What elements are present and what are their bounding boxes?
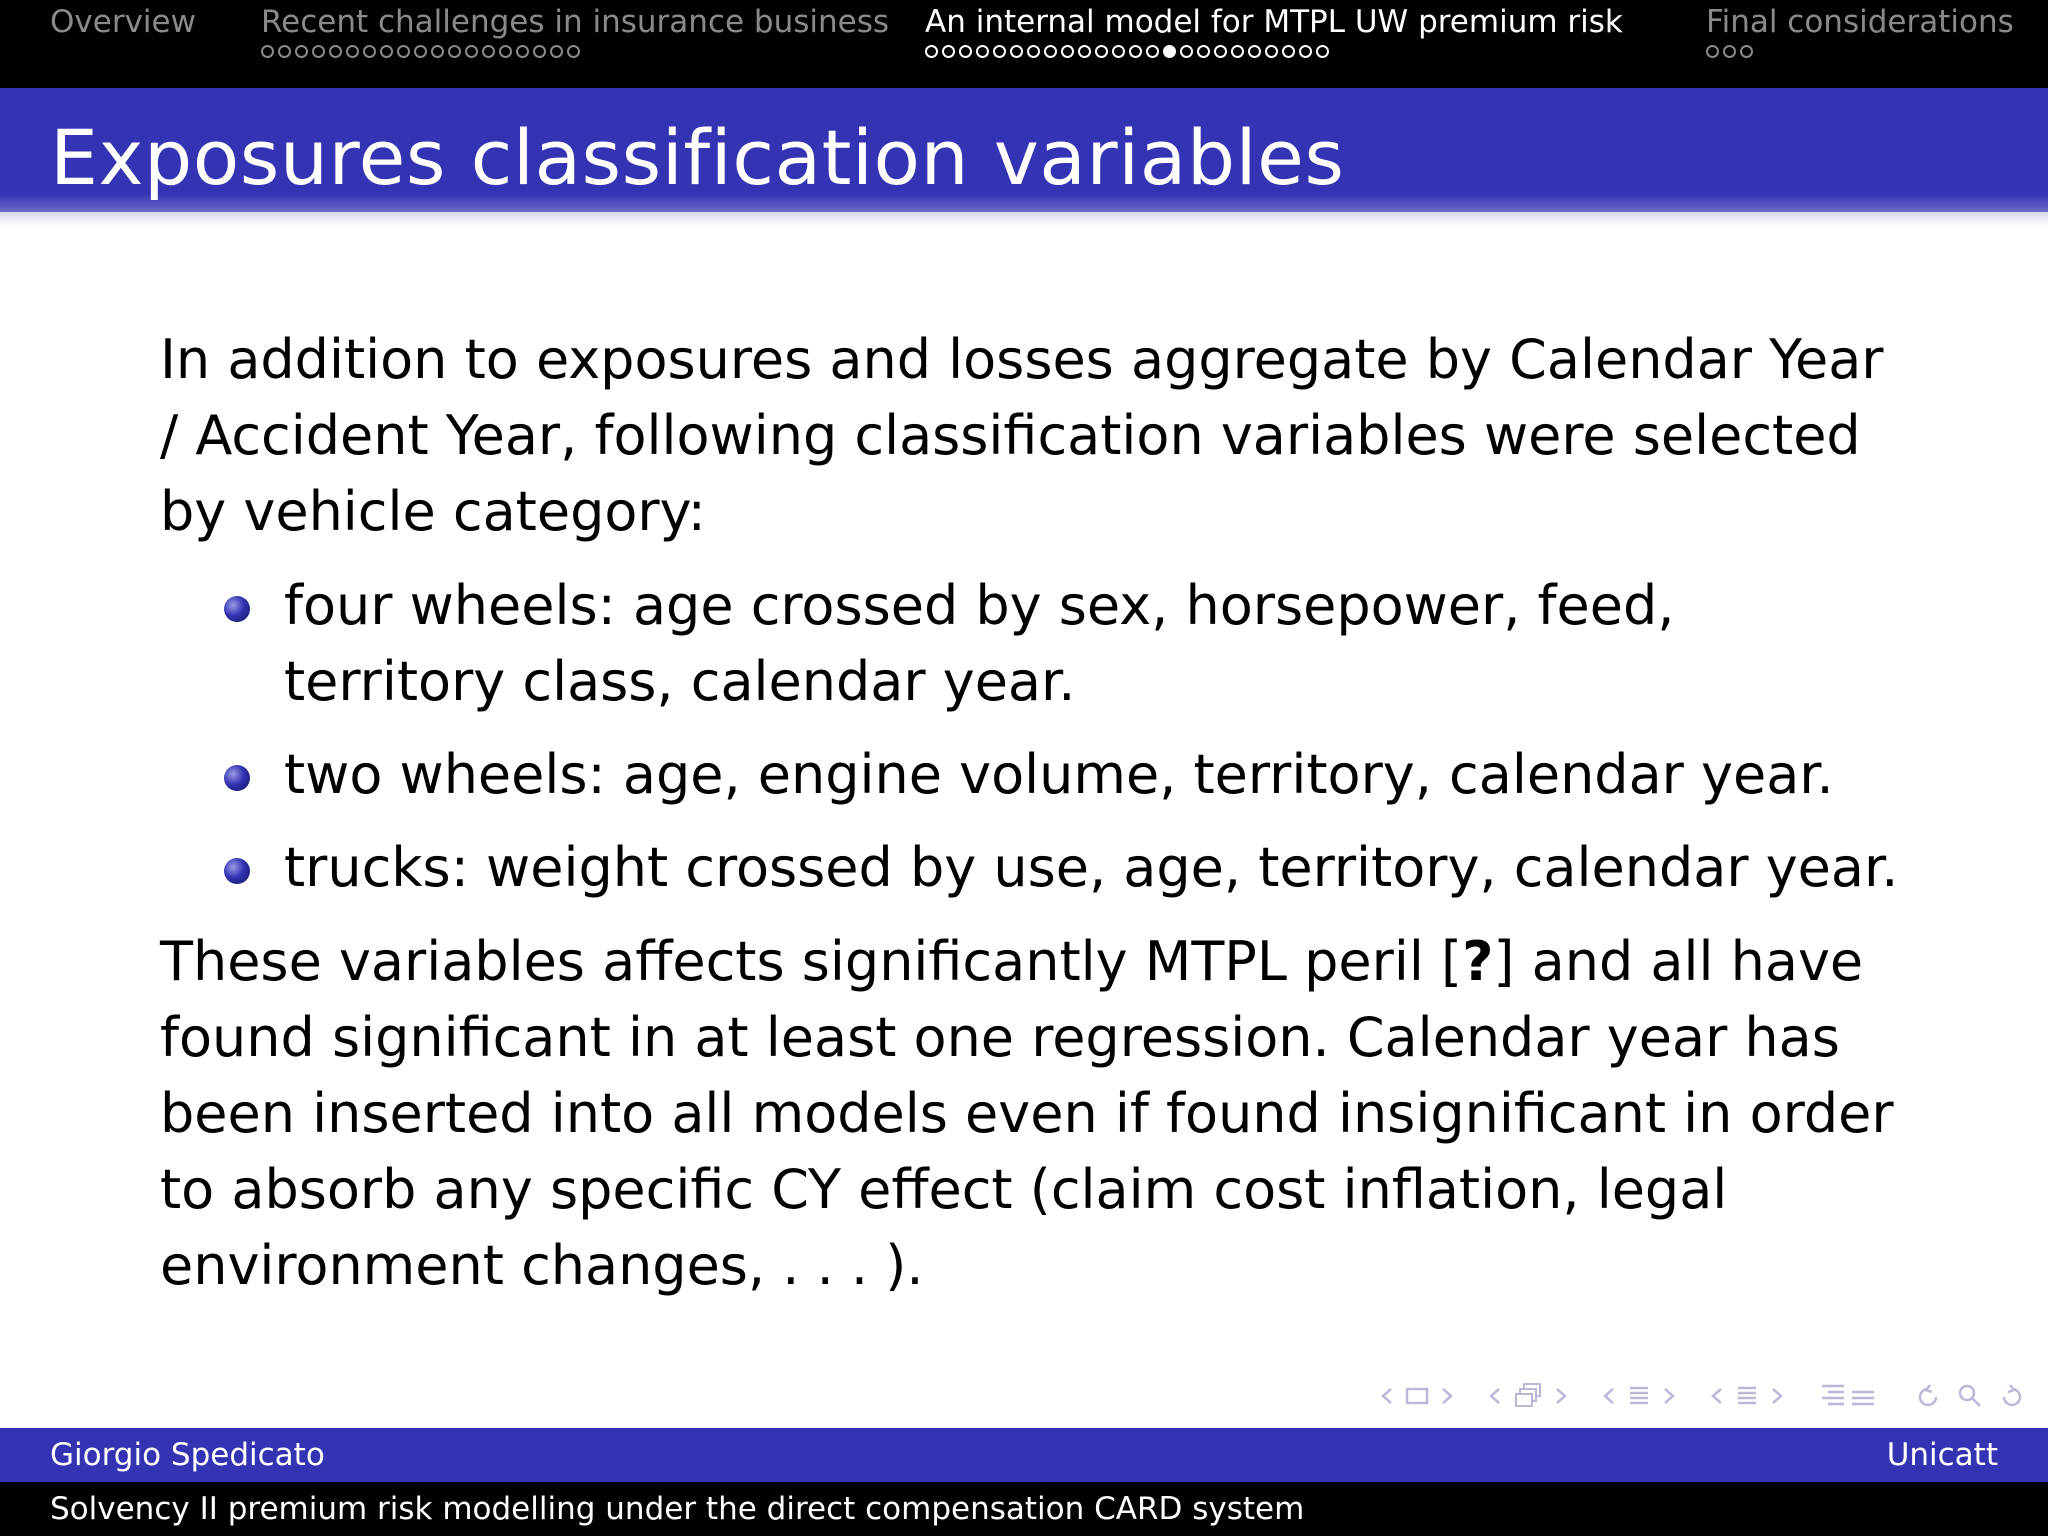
frame-dot[interactable]	[1044, 45, 1057, 58]
forward-icon[interactable]	[1994, 1382, 2028, 1410]
arrow-right-icon[interactable]	[1440, 1386, 1454, 1406]
frame-dot[interactable]	[976, 45, 989, 58]
frame-dot[interactable]	[1316, 45, 1329, 58]
section-navigation-bar	[0, 0, 2048, 88]
frame-dot[interactable]	[448, 45, 461, 58]
frame-dot[interactable]	[499, 45, 512, 58]
nav-section-dots	[261, 45, 889, 58]
subsection-lines-navigation	[1710, 1383, 1784, 1409]
frame-title-bar	[0, 88, 2048, 212]
frame-dot[interactable]	[261, 45, 274, 58]
bullet-item	[160, 568, 1900, 720]
frame-title: Exposures classification variables	[50, 113, 1345, 202]
footer-author-bar	[0, 1428, 2048, 1482]
nav-section-title[interactable]: An internal model for MTPL UW premium risk	[925, 4, 1623, 40]
bullet-text: four wheels: age crossed by sex, horsepower, feed, territory class, calendar year.	[284, 574, 1675, 713]
ball-bullet-icon	[224, 596, 250, 622]
bullet-item	[160, 737, 1900, 813]
arrow-right-icon[interactable]	[1770, 1386, 1784, 1406]
arrow-right-icon[interactable]	[1662, 1386, 1676, 1406]
frame-dot[interactable]	[1706, 45, 1719, 58]
frame-dot[interactable]	[431, 45, 444, 58]
frame-dot[interactable]	[1740, 45, 1753, 58]
subsection-navigation	[1488, 1382, 1568, 1410]
frame-dot[interactable]	[1112, 45, 1125, 58]
section-navigation	[1602, 1383, 1676, 1409]
back-icon[interactable]	[1912, 1382, 1946, 1410]
arrow-left-icon[interactable]	[1710, 1386, 1724, 1406]
bullet-list	[160, 568, 1900, 906]
frame-navigation	[1380, 1385, 1454, 1407]
frame-dot[interactable]	[397, 45, 410, 58]
frame-dot[interactable]	[959, 45, 972, 58]
frame-dot[interactable]	[516, 45, 529, 58]
frame-dot[interactable]	[1265, 45, 1278, 58]
closing-text-start: These variables affects significantly MTPL peril [	[160, 930, 1463, 993]
arrow-left-icon[interactable]	[1602, 1386, 1616, 1406]
search-icon[interactable]	[1956, 1382, 1984, 1410]
frame-dot[interactable]	[1027, 45, 1040, 58]
footer-author: Giorgio Spedicato	[50, 1437, 325, 1473]
arrow-left-icon[interactable]	[1488, 1386, 1502, 1406]
frame-dot[interactable]	[465, 45, 478, 58]
slide-body	[160, 322, 1900, 1304]
nav-section-overview[interactable]	[50, 0, 196, 45]
search-navigation	[1912, 1382, 2028, 1410]
frame-dot[interactable]	[1078, 45, 1091, 58]
frame-dot[interactable]	[312, 45, 325, 58]
frame-icon[interactable]	[1404, 1385, 1430, 1407]
frame-dot[interactable]	[1095, 45, 1108, 58]
frame-dot[interactable]	[1180, 45, 1193, 58]
nav-section-title[interactable]: Final considerations	[1706, 4, 2014, 40]
section-lines-icon[interactable]	[1626, 1383, 1652, 1409]
frame-dot[interactable]	[329, 45, 342, 58]
nav-section-recent-challenges[interactable]	[261, 0, 889, 58]
frame-dot[interactable]	[363, 45, 376, 58]
nav-section-title[interactable]: Overview	[50, 4, 196, 40]
nav-section-dots	[925, 45, 1623, 58]
intro-paragraph: In addition to exposures and losses aggregate by Calendar Year / Accident Year, following classification variables were selected by vehicle category:	[160, 328, 1884, 543]
frame-dot[interactable]	[1231, 45, 1244, 58]
frame-dot[interactable]	[1723, 45, 1736, 58]
frame-title-shadow	[0, 212, 2048, 226]
frame-dot[interactable]	[1146, 45, 1159, 58]
nav-section-title[interactable]: Recent challenges in insurance business	[261, 4, 890, 40]
frame-dot[interactable]	[942, 45, 955, 58]
frame-dot[interactable]	[380, 45, 393, 58]
frame-dot[interactable]	[925, 45, 938, 58]
document-navigation	[1818, 1382, 1878, 1410]
nav-section-dots	[1706, 45, 2014, 58]
arrow-left-icon[interactable]	[1380, 1386, 1394, 1406]
slides-stack-icon[interactable]	[1512, 1382, 1544, 1410]
bullet-text: two wheels: age, engine volume, territory, calendar year.	[284, 743, 1834, 806]
frame-dot[interactable]	[993, 45, 1006, 58]
frame-dot[interactable]	[278, 45, 291, 58]
ball-bullet-icon	[224, 858, 250, 884]
subsection-lines-icon[interactable]	[1734, 1383, 1760, 1409]
frame-dot[interactable]	[482, 45, 495, 58]
frame-dot[interactable]	[346, 45, 359, 58]
frame-dot[interactable]	[414, 45, 427, 58]
frame-dot[interactable]	[550, 45, 563, 58]
frame-dot[interactable]	[533, 45, 546, 58]
arrow-right-icon[interactable]	[1554, 1386, 1568, 1406]
nav-section-final-considerations[interactable]	[1706, 0, 2014, 58]
closing-text-end: ] and all have found significant in at least one regression. Calendar year has been inserted into all models even if found insignificant in order to absorb any specific CY effect (claim cost inflation, legal environment changes, . . . ).	[160, 930, 1894, 1297]
citation-link[interactable]: ?	[1462, 930, 1494, 993]
frame-dot[interactable]	[567, 45, 580, 58]
frame-dot[interactable]	[1061, 45, 1074, 58]
footer-title-bar	[0, 1482, 2048, 1536]
frame-dot[interactable]	[1197, 45, 1210, 58]
nav-section-internal-model[interactable]	[925, 0, 1623, 58]
footer-presentation-title: Solvency II premium risk modelling under the direct compensation CARD system	[50, 1491, 1305, 1527]
bullet-text: trucks: weight crossed by use, age, territory, calendar year.	[284, 836, 1899, 899]
frame-dot[interactable]	[1248, 45, 1261, 58]
document-lines-icon[interactable]	[1818, 1382, 1878, 1410]
current-frame-dot[interactable]	[1163, 45, 1176, 58]
ball-bullet-icon	[224, 765, 250, 791]
frame-dot[interactable]	[1010, 45, 1023, 58]
frame-dot[interactable]	[1129, 45, 1142, 58]
closing-paragraph	[160, 924, 1900, 1304]
frame-dot[interactable]	[1282, 45, 1295, 58]
frame-dot[interactable]	[1299, 45, 1312, 58]
bullet-item	[160, 830, 1900, 906]
beamer-navigation-symbols	[1380, 1380, 2028, 1412]
frame-dot[interactable]	[295, 45, 308, 58]
frame-dot[interactable]	[1214, 45, 1227, 58]
footer-institute: Unicatt	[1886, 1437, 1998, 1473]
